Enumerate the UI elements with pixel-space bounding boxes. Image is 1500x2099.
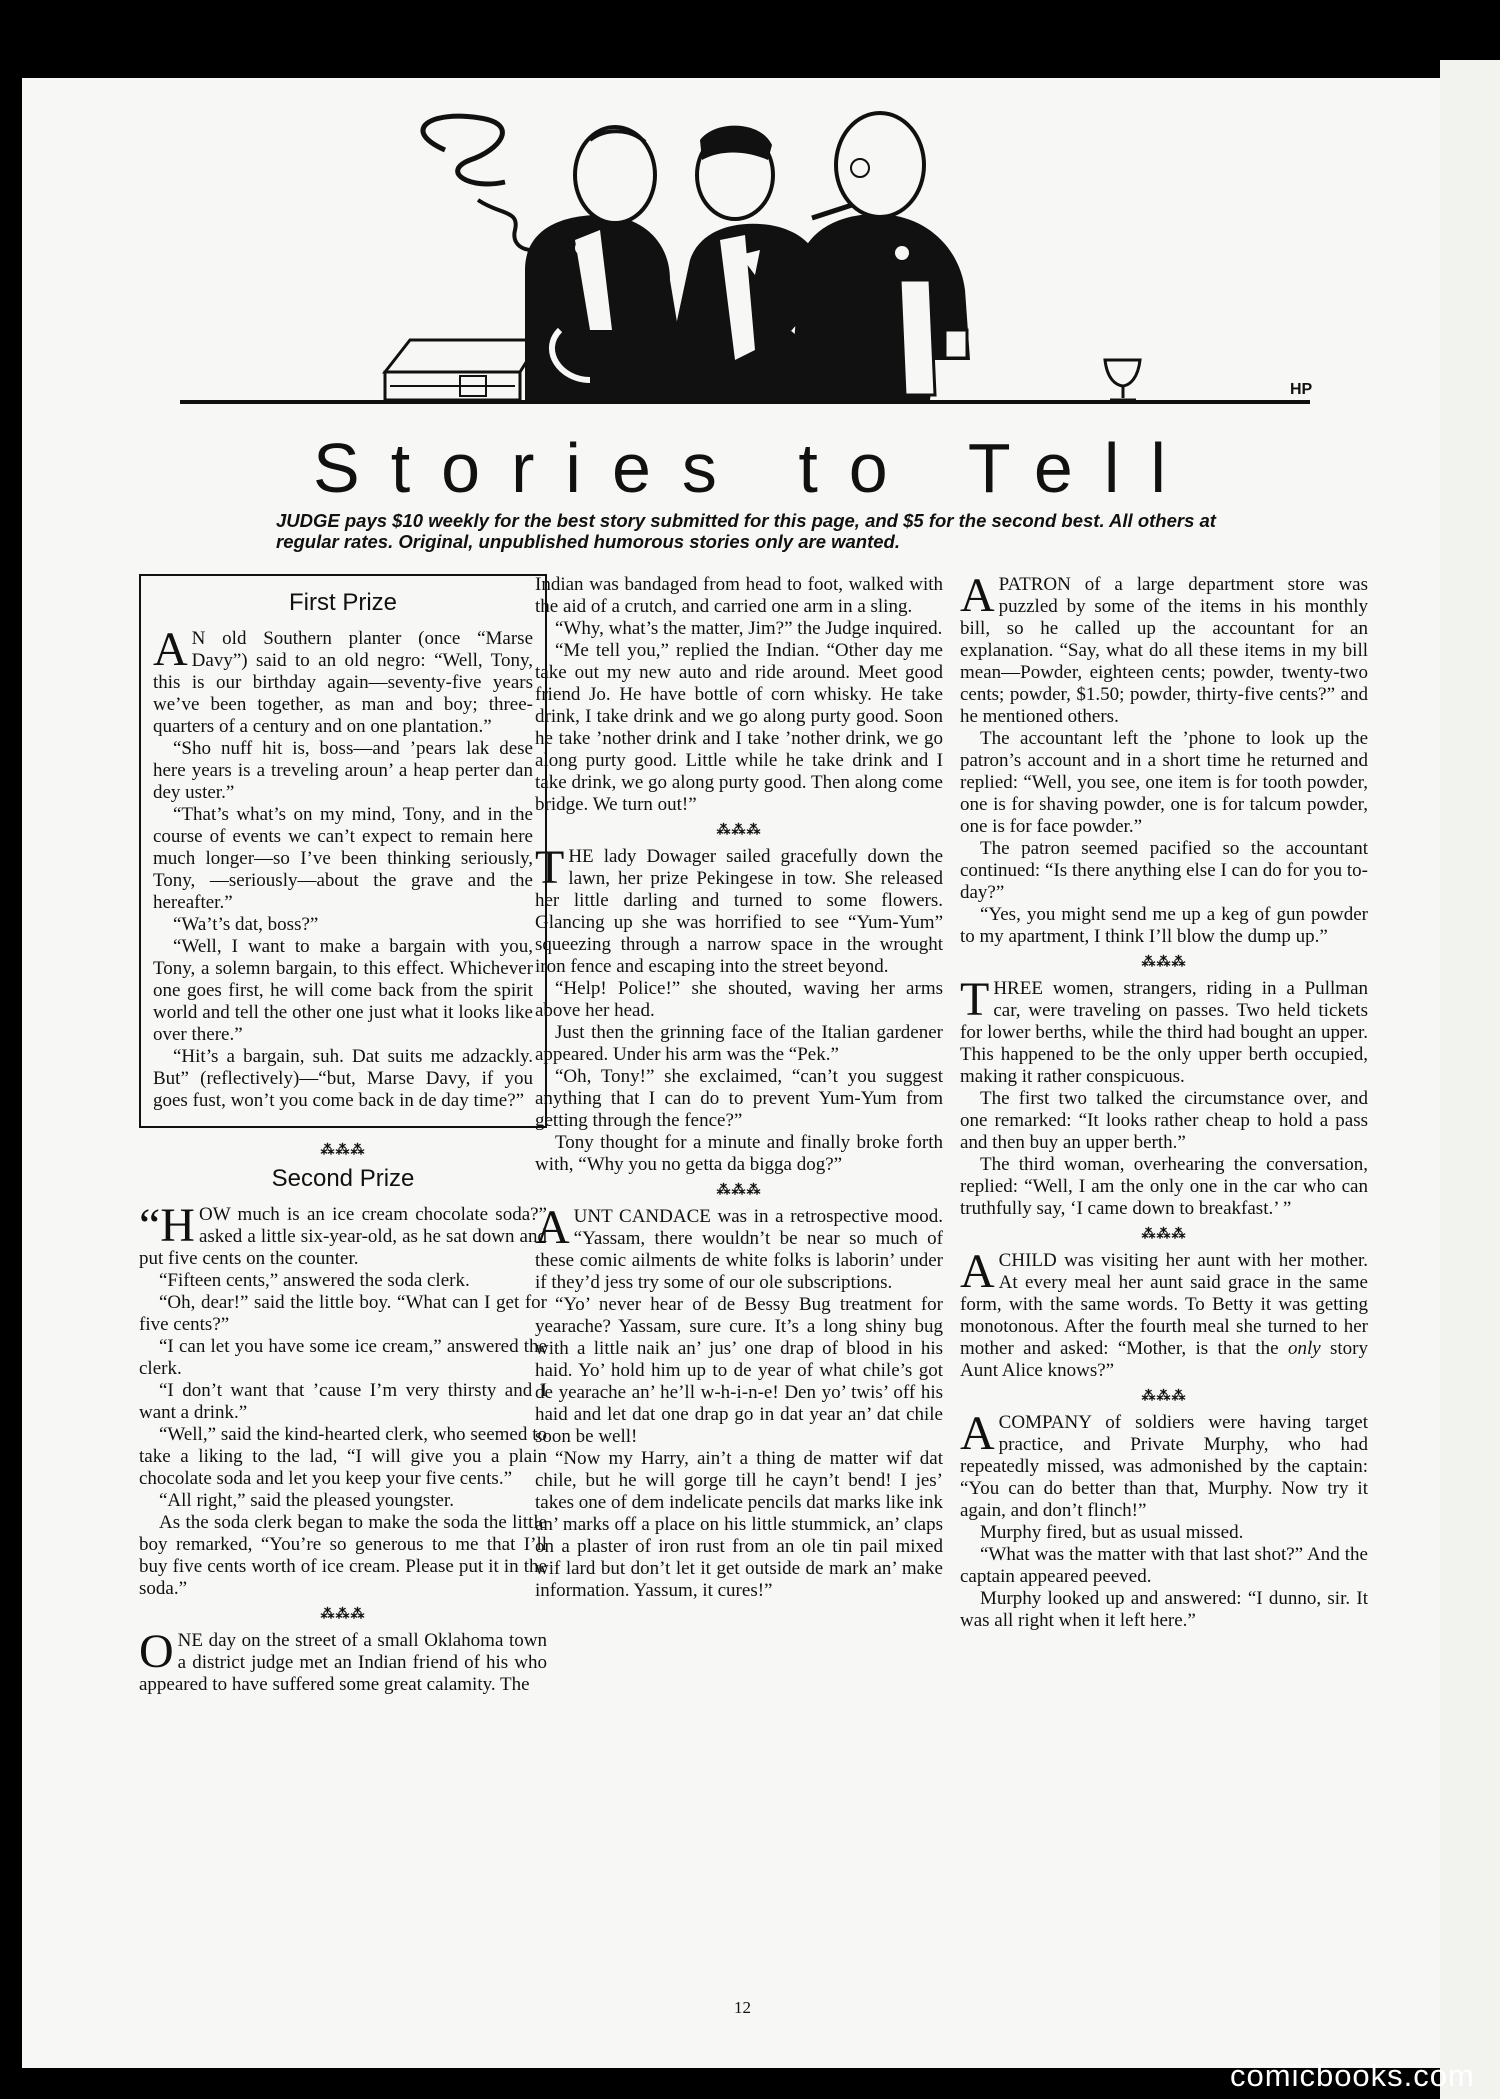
separator-ornament: ⁂⁂⁂ — [320, 1143, 366, 1158]
story-paragraph: Just then the grinning face of the Italian gardener appeared. Under his arm was the “Pek.” — [535, 1022, 943, 1065]
story-paragraph: “I can let you have some ice cream,” answered the clerk. — [139, 1336, 547, 1379]
story-paragraph: “Hit’s a bargain, suh. Dat suits me adzackly. But” (reflectively)—“but, Marse Davy, if you goes fust, won’t you come back in de day time?” — [153, 1046, 533, 1111]
page-number: 12 — [734, 1998, 751, 2017]
story-text: PATRON of a large department store was puzzled by some of the items in his monthly bill, so he called up the accountant for an explanation. “Say, what do all these items in my bill mean—Powder, eighteen cents; powder, twenty-two cents; powder, $1.50; powder, thirty-five cents?” and he mentioned others. — [960, 574, 1368, 727]
emphasis-text: only — [1287, 1338, 1321, 1359]
story-paragraph: “Yes, you might send me up a keg of gun powder to my apartment, I think I’ll blow the dump up.” — [960, 904, 1368, 947]
story-paragraph: “Yo’ never hear of de Bessy Bug treatment for yearache? Yassam, sure cure. It’s a long shiny bug with a little naik an’ jus’ one drap of blood in his haid. Yo’ hold him up to de year of what chile’s got de yearache an’ he’ll w-h-i-n-e! Den yo’ twis’ off his haid and let dat one drap go in dat year an’ dat chile soon be well! — [535, 1294, 943, 1447]
story-paragraph — [153, 623, 533, 738]
story-paragraph: Murphy fired, but as usual missed. — [980, 1522, 1244, 1543]
story-paragraph — [535, 1201, 943, 1294]
figure-left-man — [525, 127, 690, 400]
story-paragraph: The accountant left the ’phone to look up the patron’s account and in a short time he returned and replied: “Well, you see, one item is for tooth powder, one is for shaving powder, one is for talcum powder, one is for face powder.” — [960, 728, 1368, 837]
drop-cap: O — [139, 1625, 174, 1678]
story-paragraph: “What was the matter with that last shot?” And the captain appeared peeved. — [960, 1544, 1368, 1587]
story-paragraph: “Help! Police!” she shouted, waving her arms above her head. — [535, 978, 943, 1021]
drop-cap: A — [153, 623, 188, 676]
drop-cap: T — [960, 973, 990, 1026]
story-paragraph — [960, 1407, 1368, 1522]
separator-ornament: ⁂⁂⁂ — [716, 823, 762, 838]
drop-cap: A — [960, 569, 995, 622]
story-text: NE day on the street of a small Oklahoma town a district judge met an Indian friend of his who appeared to have suffered some great calamity. The — [139, 1630, 547, 1695]
story-paragraph — [960, 569, 1368, 728]
story-paragraph: “All right,” said the pleased youngster. — [159, 1490, 454, 1511]
cigar-box — [385, 340, 540, 400]
drop-cap: A — [960, 1245, 995, 1298]
wine-glass — [1105, 360, 1140, 400]
story-text: CHILD was visiting her aunt with her mother. At every meal her aunt said grace in the same form, with the same words. To Betty it was getting monotonous. After the fourth meal she turned to her mother and asked: “Mother, is that the — [960, 1250, 1368, 1359]
column-2 — [535, 574, 943, 1602]
header-illustration — [0, 0, 1500, 420]
separator-ornament: ⁂⁂⁂ — [1141, 1389, 1187, 1404]
story-text: COMPANY of soldiers were having target practice, and Private Murphy, who had repeatedly missed, was admonished by the captain: “You can do better than that, Murphy. Now try it again, and don’t flinch!” — [960, 1412, 1368, 1521]
first-prize-heading: First Prize — [289, 589, 397, 616]
story-paragraph: “That’s what’s on my mind, Tony, and in the course of events we can’t expect to remain here much longer—so I’ve been thinking seriously, Tony, —seriously—about the grave and the hereafter.” — [153, 804, 533, 913]
story-paragraph — [139, 1199, 547, 1270]
drop-cap: A — [535, 1201, 570, 1254]
story-text: HREE women, strangers, riding in a Pullman car, were traveling on passes. Two held tickets for lower berths, while the third had bought an upper. This happened to be the only upper berth occupied, making it rather conspicuous. — [960, 978, 1368, 1087]
second-prize-heading: Second Prize — [271, 1165, 415, 1192]
artist-signature: HP — [1290, 381, 1313, 398]
story-paragraph: “Me tell you,” replied the Indian. “Other day me take out my new auto and ride around. Meet good friend Jo. He have bottle of corn whisky. He take drink, I take drink and we go along purty good. Soon he take ’nother drink and I take ’nother drink, we go along purty good. Little while he take drink and I take drink, we go along purty good. Then along come bridge. We turn out!” — [535, 640, 943, 815]
story-text: HE lady Dowager sailed gracefully down the lawn, her prize Pekingese in tow. She released her little darling and turned to some flowers. Glancing up she was horrified to see “Yum-Yum” squeezing through a narrow space in the wrought iron fence and escaping into the street beyond. — [535, 846, 943, 977]
story-paragraph — [535, 841, 943, 978]
story-paragraph: “Oh, dear!” said the little boy. “What can I get for five cents?” — [139, 1292, 547, 1335]
story-paragraph: “Now my Harry, ain’t a thing de matter wif dat chile, but he will gorge till he cayn’t bend! I jes’ takes one of dem indelicate pencils dat marks like ink an’ marks off a place on his little stummick, an’ claps on a plaster of iron rust from an ole tin pail mixed wif lard but don’t let it get outside de mark an’ make information. Yassum, it cures!” — [535, 1448, 943, 1601]
story-paragraph — [960, 1245, 1368, 1382]
drop-cap: T — [535, 841, 565, 894]
column-1 — [139, 574, 547, 1696]
story-paragraph — [960, 973, 1368, 1088]
story-text: story Aunt Alice knows?” — [960, 1338, 1368, 1381]
story-paragraph: “Wa’t’s dat, boss?” — [173, 914, 319, 935]
story-paragraph: “I don’t want that ’cause I’m very thirsty and I want a drink.” — [139, 1380, 547, 1423]
story-paragraph — [139, 1625, 547, 1696]
separator-ornament: ⁂⁂⁂ — [1141, 1227, 1187, 1242]
story-paragraph: As the soda clerk began to make the soda the little boy remarked, “You’re so generous to me that I’ll buy five cents worth of ice cream. Please put it in the soda.” — [139, 1512, 547, 1599]
page-title: Stories to Tell — [313, 429, 1197, 507]
story-paragraph: “Why, what’s the matter, Jim?” the Judge inquired. — [555, 618, 943, 639]
drop-cap: “H — [139, 1199, 195, 1252]
story-text: OW much is an ice cream chocolate soda?” asked a little six-year-old, as he sat down and put five cents on the counter. — [139, 1204, 547, 1269]
figure-right-man — [790, 113, 970, 400]
story-paragraph: “Well, I want to make a bargain with you, Tony, a solemn bargain, to this effect. Whichever one goes first, he will come back from the spirit world and tell the other one just what it looks like over there.” — [153, 936, 533, 1045]
first-prize-box — [139, 574, 547, 1128]
separator-ornament: ⁂⁂⁂ — [1141, 955, 1187, 970]
story-paragraph: The patron seemed pacified so the accountant continued: “Is there anything else I can do for you to-day?” — [960, 838, 1368, 903]
watermark: comicbooks.com — [1230, 2058, 1475, 2093]
story-paragraph: “Oh, Tony!” she exclaimed, “can’t you suggest anything that I can do to prevent Yum-Yum from getting through the fence?” — [535, 1066, 943, 1131]
page-subtitle: JUDGE pays $10 weekly for the best story submitted for this page, and $5 for the second best. All others at regular rates. Original, unpublished humorous stories only are wanted. — [276, 510, 1216, 552]
drop-cap: A — [960, 1407, 995, 1460]
story-paragraph: Murphy looked up and answered: “I dunno, sir. It was all right when it left here.” — [960, 1588, 1368, 1631]
smoke-swirl — [423, 116, 505, 184]
column-3 — [960, 569, 1368, 1632]
story-text: UNT CANDACE was in a retrospective mood. “Yassam, there wouldn’t be near so much of these comic ailments de white folks is laborin’ under if they’d jess try some of our ole subscriptions. — [535, 1206, 943, 1293]
separator-ornament: ⁂⁂⁂ — [716, 1183, 762, 1198]
story-paragraph: The third woman, overhearing the conversation, replied: “Well, I am the only one in the car who can truthfully say, ‘I came down to breakfast.’ ” — [960, 1154, 1368, 1219]
story-paragraph: “Well,” said the kind-hearted clerk, who seemed to take a liking to the lad, “I will give you a plain chocolate soda and let you keep your five cents.” — [139, 1424, 547, 1489]
story-paragraph: Indian was bandaged from head to foot, walked with the aid of a crutch, and carried one arm in a sling. — [535, 574, 943, 617]
story-paragraph: “Sho nuff hit is, boss—and ’pears lak dese here years is a treveling aroun’ a heap perter dan dey uster.” — [153, 738, 533, 803]
separator-ornament: ⁂⁂⁂ — [320, 1607, 366, 1622]
story-paragraph: Tony thought for a minute and finally broke forth with, “Why you no getta da bigga dog?” — [535, 1132, 943, 1175]
story-paragraph: “Fifteen cents,” answered the soda clerk. — [159, 1270, 470, 1291]
story-paragraph: The first two talked the circumstance over, and one remarked: “It looks rather cheap to hold a pass and then buy an upper berth.” — [960, 1088, 1368, 1153]
story-text: N old Southern planter (once “Marse Davy”) said to an old negro: “Well, Tony, this is our birthday again—seventy-five years we’ve been together, as man and boy; three-quarters of a century and on one plantation.” — [153, 628, 533, 737]
